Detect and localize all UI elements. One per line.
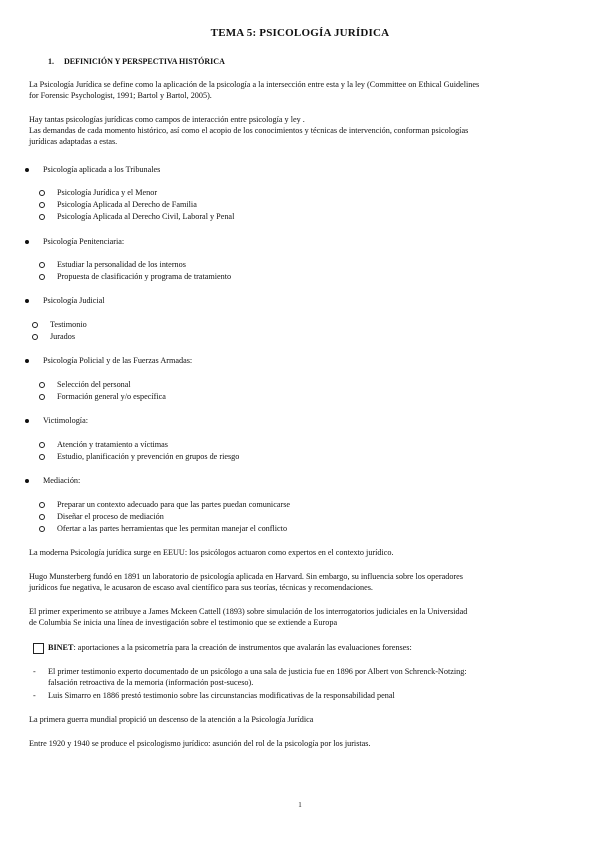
binet-text: : aportaciones a la psicometría para la creación de instrumentos que avalarán las evaluaciones forenses:	[73, 643, 412, 652]
dash-item-simarro: Luis Simarro en 1886 prestó testimonio sobre las circunstancias modificativas de la responsabilidad penal	[48, 691, 395, 700]
circle-bullet-icon	[39, 262, 45, 268]
section-number: 1.	[48, 57, 54, 66]
paragraph-fields: Hay tantas psicologías jurídicas como campos de interacción entre psicología y ley .	[29, 115, 305, 124]
bullet-dot-icon	[25, 240, 29, 244]
circle-bullet-icon	[39, 214, 45, 220]
bullet-dot-icon	[25, 479, 29, 483]
bullet-area-label: Psicología aplicada a los Tribunales	[43, 165, 161, 174]
paragraph-munsterberg-line1: Hugo Munsterberg fundó en 1891 un laboratorio de psicología aplicada en Harvard. Sin embargo, su influencia sobre los operadores	[29, 572, 463, 581]
circle-bullet-icon	[32, 334, 38, 340]
bullet-dot-icon	[25, 419, 29, 423]
paragraph-definition-line1: La Psicología Jurídica se define como la aplicación de la psicología a la intersección entre esta y la ley (Committee on Ethical Guidelines	[29, 80, 480, 89]
dash-item-schrenck-line2: falsación retroactiva de la memoria (información post-suceso).	[48, 678, 254, 687]
circle-bullet-icon	[39, 190, 45, 196]
paragraph-modern: La moderna Psicología jurídica surge en EEUU: los psicólogos actuaron como expertos en el contexto jurídico.	[29, 548, 394, 557]
circle-bullet-icon	[39, 502, 45, 508]
bullet-area-label: Psicología Policial y de las Fuerzas Armadas:	[43, 356, 193, 365]
bullet-area-label: Psicología Penitenciaria:	[43, 237, 125, 246]
section-heading-text: DEFINICIÓN Y PERSPECTIVA HISTÓRICA	[64, 57, 225, 66]
checkbox-icon	[33, 643, 44, 654]
page-title: TEMA 5: PSICOLOGÍA JURÍDICA	[210, 27, 390, 39]
paragraph-demands-line2: jurídicas adaptadas a estas.	[29, 137, 118, 146]
dash-icon: -	[33, 667, 36, 676]
circle-bullet-icon	[39, 382, 45, 388]
paragraph-psicologismo: Entre 1920 y 1940 se produce el psicologismo jurídico: asunción del rol de la psicología por los juristas.	[29, 739, 371, 748]
circle-bullet-icon	[39, 526, 45, 532]
paragraph-demands-line1: Las demandas de cada momento histórico, así como el acopio de los conocimientos y técnicas de intervención, conforman psicologías	[29, 126, 469, 135]
bullet-dot-icon	[25, 299, 29, 303]
bullet-area-label: Victimología:	[43, 416, 88, 425]
circle-bullet-icon	[32, 322, 38, 328]
circle-bullet-icon	[39, 514, 45, 520]
paragraph-definition-line2: for Forensic Psychologist, 1991; Bartol y Bartol, 2005).	[29, 91, 212, 100]
page-number: 1	[298, 801, 302, 809]
circle-bullet-icon	[39, 274, 45, 280]
bullet-area-label: Psicología Judicial	[43, 296, 105, 305]
paragraph-binet	[48, 643, 578, 654]
paragraph-munsterberg-line2: jurídicos fue negativa, le acusaron de escaso aval científico para sus teorías, técnicas y recomendaciones.	[29, 583, 373, 592]
bullet-dot-icon	[25, 359, 29, 363]
paragraph-first-war: La primera guerra mundial propició un descenso de la atención a la Psicología Jurídica	[29, 715, 314, 724]
dash-icon: -	[33, 691, 36, 700]
bullet-area-label: Mediación:	[43, 476, 81, 485]
paragraph-cattell-line1: El primer experimento se atribuye a James Mckeen Cattell (1893) sobre simulación de los interrogatorios judiciales en la Universidad	[29, 607, 468, 616]
circle-bullet-icon	[39, 454, 45, 460]
paragraph-cattell-line2: de Columbia Se inicia una línea de investigación sobre el testimonio que se extiende a Europa	[29, 618, 338, 627]
document-page: TEMA 5: PSICOLOGÍA JURÍDICA 1. DEFINICIÓN Y PERSPECTIVA HISTÓRICA La Psicología Jurídica se define como la aplicación de la psicología a la intersección entre esta y la ley (Committee on Ethical Guidelines for Forensic Psychologist, 1991; Bartol y Bartol, 2005). Hay tantas psicologías jurídicas como campos de interacción entre psicología y ley . Las demandas de cada momento histórico, así como el acopio de los conocimientos y técnicas de intervención, conforman psicologías jurídicas adaptadas a estas. Psicología aplicada a los Tribunales Psicología Jurídica y el Menor Psicología Aplicada al Derecho de Familia Psicología Aplicada al Derecho Civil, Laboral y Penal Psicología Penitenciaria: Estudiar la personalidad de los internos Propuesta de clasificación y programa de tratamiento Psicología Judicial Testimonio Jurados Psicología Policial y de las Fuerzas Armadas: Selección del personal Formación general y/o específica Victimología: Atención y tratamiento a víctimas Estudio, planificación y prevención en grupos de riesgo Mediación: Preparar un contexto adecuado para que las partes puedan comunicarse Diseñar el proceso de mediación Ofertar a las partes herramientas que les permitan manejar el conflicto La moderna Psicología jurídica surge en EEUU: los psicólogos actuaron como expertos en el contexto jurídico. Hugo Munsterberg fundó en 1891 un laboratorio de psicología aplicada en Harvard. Sin embargo, su influencia sobre los operadores jurídicos fue negativa, le acusaron de escaso aval científico para sus teorías, técnicas y recomendaciones. El primer experimento se atribuye a James Mckeen Cattell (1893) sobre simulación de los interrogatorios judiciales en la Universidad de Columbia Se inicia una línea de investigación sobre el testimonio que se extiende a Europa BINET: aportaciones a la psicometría para la creación de instrumentos que avalarán las evaluaciones forenses: - El primer testimonio experto documentado de un psicólogo a una sala de justicia fue en 1896 por Albert von Schrenck-Notzing: falsación retroactiva de la memoria (información post-suceso). - Luis Simarro en 1886 prestó testimonio sobre las circunstancias modificativas de la responsabilidad penal La primera guerra mundial propició un descenso de la atención a la Psicología Jurídica Entre 1920 y 1940 se produce el psicologismo jurídico: asunción del rol de la psicología por los juristas. 1	[0, 0, 600, 848]
circle-bullet-icon	[39, 442, 45, 448]
section-heading	[48, 57, 225, 68]
bullet-dot-icon	[25, 168, 29, 172]
circle-bullet-icon	[39, 394, 45, 400]
binet-label: BINET	[48, 643, 74, 652]
dash-item-schrenck-line1: El primer testimonio experto documentado de un psicólogo a una sala de justicia fue en 1896 por Albert von Schrenck-Notzing:	[48, 667, 467, 676]
circle-bullet-icon	[39, 202, 45, 208]
